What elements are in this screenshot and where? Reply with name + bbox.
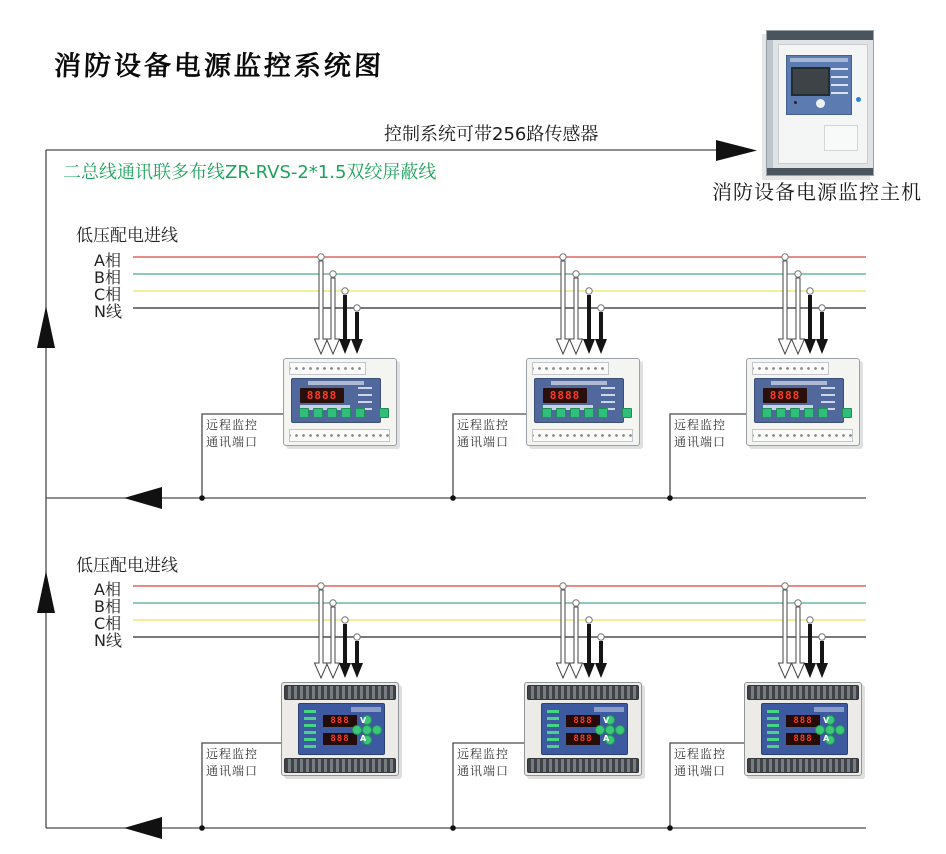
current-display: 888 <box>323 733 357 745</box>
terminal-strip-top <box>284 685 396 700</box>
module-front-panel <box>298 703 385 755</box>
led-display: 8888 <box>300 388 344 403</box>
volt-unit-label: V <box>603 716 610 725</box>
sensor-capacity-label: 控制系统可带256路传感器 <box>384 124 599 145</box>
terminal-strip-top <box>747 685 859 700</box>
comm-bus-lines <box>46 150 866 828</box>
tap-arrow-hollow <box>792 607 805 678</box>
section1-header: 低压配电进线 <box>76 226 178 246</box>
section1-phase-c-label: C相 <box>94 285 122 304</box>
tap-arrow-solid <box>804 295 816 354</box>
terminal-strip-bottom <box>532 429 633 442</box>
door-hatch <box>824 125 858 151</box>
section2-header: 低压配电进线 <box>76 556 178 576</box>
section2-phase-lines <box>133 586 866 637</box>
up-arrow-icon <box>37 571 55 613</box>
tap-arrow-solid <box>595 312 607 354</box>
voltage-sensor-module-3 <box>744 682 862 776</box>
tap-arrow-solid <box>804 624 816 678</box>
current-display: 888 <box>566 733 600 745</box>
tap-arrow-solid <box>339 624 351 678</box>
tap-arrow-solid <box>583 624 595 678</box>
comm-port-callout <box>206 746 258 780</box>
diagram-title: 消防设备电源监控系统图 <box>53 51 385 82</box>
section1-phase-a-label: A相 <box>94 251 121 270</box>
lcd-screen <box>791 67 830 96</box>
amp-unit-label: A <box>360 734 367 743</box>
terminal-strip-bottom <box>289 429 390 442</box>
voltage-sensor-module-2 <box>524 682 642 776</box>
callout-line2: 通讯端口 <box>674 435 727 449</box>
panel-title-strip <box>308 381 364 385</box>
terminal-strip-bottom <box>752 429 853 442</box>
tap-circles <box>318 583 825 640</box>
host-control-panel <box>786 55 852 115</box>
voltage-sensor-module-1 <box>281 682 399 776</box>
junction-dot <box>667 825 673 831</box>
led-display: 8888 <box>763 388 807 403</box>
host-label: 消防设备电源监控主机 <box>712 180 922 204</box>
junction-dot <box>450 825 456 831</box>
panel-title-strip <box>594 707 624 712</box>
indicator-rows <box>831 68 848 96</box>
junction-dot <box>199 825 205 831</box>
tap-arrow-solid <box>351 641 363 678</box>
terminal-strip-top <box>289 362 366 375</box>
power-monitor-module-1 <box>283 358 397 446</box>
comm-port-callout <box>457 417 509 451</box>
button-row <box>542 408 632 418</box>
panel-title-strip <box>771 381 827 385</box>
panel-title-strip <box>551 381 607 385</box>
module-front-panel <box>291 378 381 423</box>
tap-arrow-solid <box>339 295 351 354</box>
junction-dot <box>667 495 673 501</box>
section1-phase-b-label: B相 <box>94 268 121 287</box>
tap-arrow-hollow <box>327 278 340 354</box>
module-front-panel <box>541 703 628 755</box>
section1-phase-lines <box>133 257 866 308</box>
junction-dot <box>450 495 456 501</box>
callout-line1: 远程监控 <box>674 747 727 761</box>
led-column <box>304 710 316 750</box>
terminal-strip-top <box>532 362 609 375</box>
buzzer-dot <box>794 101 797 104</box>
tap-circles <box>318 254 825 311</box>
terminal-strip-bottom <box>284 758 396 773</box>
led-display: 8888 <box>543 388 587 403</box>
tap-arrow-solid <box>351 312 363 354</box>
section1-taps <box>315 254 829 354</box>
left-arrow-icon <box>124 487 162 509</box>
right-arrow-icon <box>716 140 757 161</box>
cabinet-bottom-bar <box>767 168 873 175</box>
callout-line2: 通讯端口 <box>674 764 727 778</box>
panel-title-strip <box>351 707 381 712</box>
module-front-panel <box>754 378 844 423</box>
door-lock-led <box>856 97 861 102</box>
button-row <box>762 408 852 418</box>
bus-wire-spec-label: 二总线通讯联多布线ZR-RVS-2*1.5双绞屏蔽线 <box>63 162 437 183</box>
section2-phase-a-label: A相 <box>94 580 121 599</box>
cabinet-door <box>778 44 868 164</box>
panel-title-strip <box>790 58 848 62</box>
up-arrow-icon <box>37 306 55 348</box>
section2-phase-c-label: C相 <box>94 614 122 633</box>
power-monitor-module-2 <box>526 358 640 446</box>
terminal-strip-bottom <box>747 758 859 773</box>
callout-line1: 远程监控 <box>206 418 259 432</box>
comm-port-callout <box>457 746 509 780</box>
callout-line2: 通讯端口 <box>457 764 510 778</box>
tap-arrow-solid <box>816 312 828 354</box>
cabinet-top-bar <box>767 31 873 40</box>
amp-unit-label: A <box>603 734 610 743</box>
junction-dot <box>199 495 205 501</box>
panel-title-strip <box>814 707 844 712</box>
comm-port-callout <box>674 417 726 451</box>
tap-arrow-solid <box>595 641 607 678</box>
voltage-display: 888 <box>786 715 820 727</box>
callout-line2: 通讯端口 <box>457 435 510 449</box>
module-front-panel <box>761 703 848 755</box>
section1-neutral-label: N线 <box>94 302 122 321</box>
tap-arrow-solid <box>816 641 828 678</box>
callout-line1: 远程监控 <box>457 747 510 761</box>
volt-unit-label: V <box>823 716 830 725</box>
tap-arrow-solid <box>583 295 595 354</box>
module-front-panel <box>534 378 624 423</box>
volt-unit-label: V <box>360 716 367 725</box>
tap-arrow-hollow <box>570 607 583 678</box>
tap-arrow-hollow <box>327 607 340 678</box>
voltage-display: 888 <box>566 715 600 727</box>
left-arrow-icon <box>124 817 162 839</box>
section2-taps <box>315 583 829 678</box>
terminal-strip-bottom <box>527 758 639 773</box>
led-column <box>767 710 779 750</box>
comm-port-callout <box>674 746 726 780</box>
power-monitor-module-3 <box>746 358 860 446</box>
callout-line1: 远程监控 <box>674 418 727 432</box>
amp-unit-label: A <box>823 734 830 743</box>
terminal-strip-top <box>752 362 829 375</box>
callout-line1: 远程监控 <box>457 418 510 432</box>
callout-line2: 通讯端口 <box>206 764 259 778</box>
voltage-display: 888 <box>323 715 357 727</box>
terminal-strip-top <box>527 685 639 700</box>
button-row <box>299 408 389 418</box>
section2-neutral-label: N线 <box>94 631 122 650</box>
section2-phase-b-label: B相 <box>94 597 121 616</box>
round-button <box>816 99 825 108</box>
cabinet-side-shade <box>767 40 773 168</box>
callout-line1: 远程监控 <box>206 747 259 761</box>
tap-arrow-hollow <box>792 278 805 354</box>
tap-arrow-hollow <box>570 278 583 354</box>
led-column <box>547 710 559 750</box>
comm-port-callout <box>206 417 258 451</box>
monitoring-host-cabinet <box>766 30 874 176</box>
callout-line2: 通讯端口 <box>206 435 259 449</box>
current-display: 888 <box>786 733 820 745</box>
